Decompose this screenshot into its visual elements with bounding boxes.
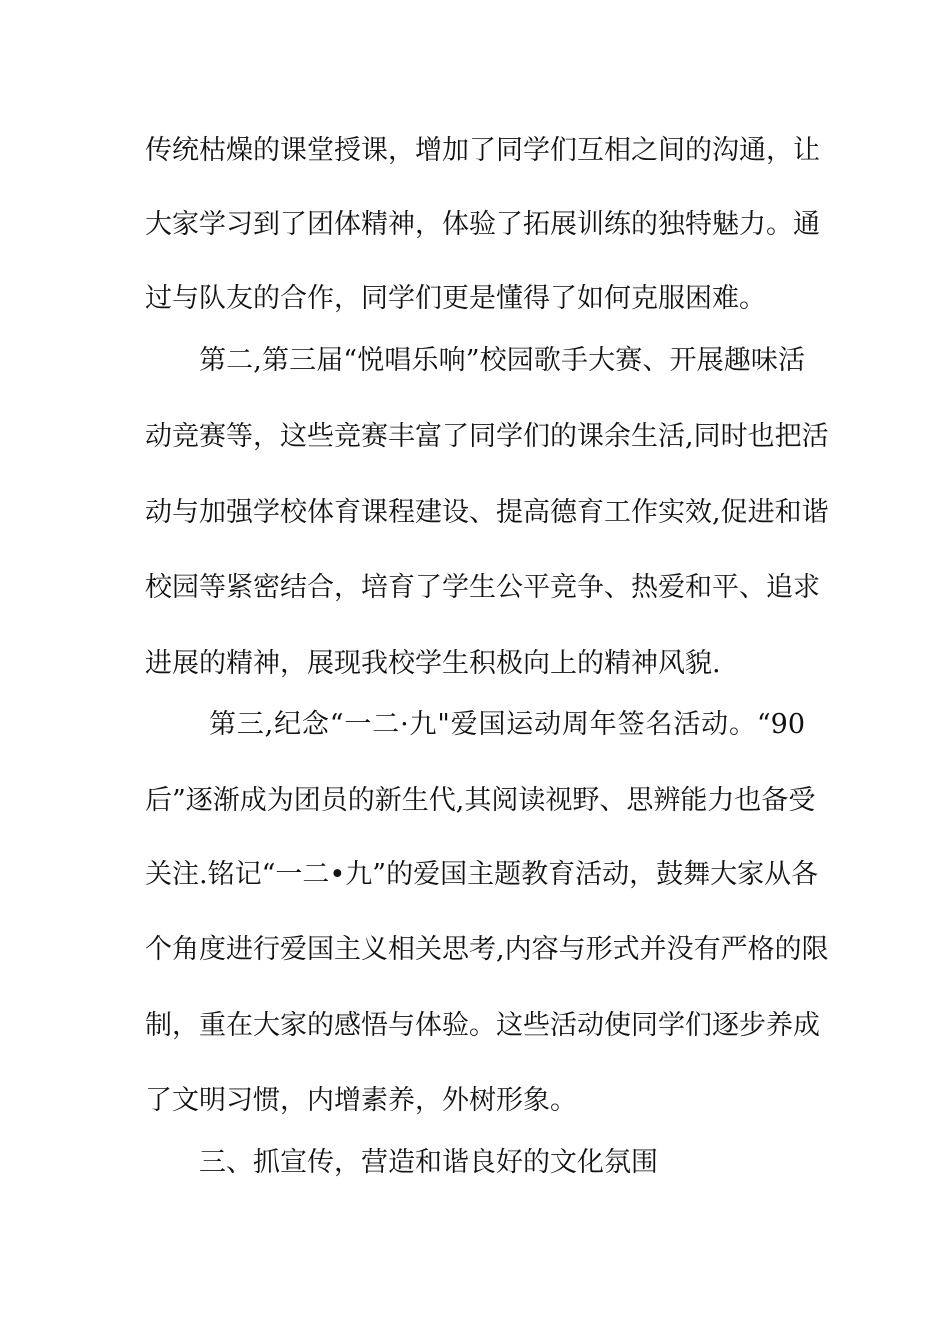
paragraph-line: 个角度进行爱国主义相关思考,内容与形式并没有严格的限 xyxy=(145,934,829,965)
paragraph-line: 大家学习到了团体精神，体验了拓展训练的独特魅力。通 xyxy=(145,209,820,240)
paragraph-line: 进展的精神，展现我校学生积极向上的精神风貌. xyxy=(145,648,721,679)
paragraph-line: 校园等紧密结合，培育了学生公平竞争、热爱和平、追求 xyxy=(145,572,820,603)
paragraph-line: 了文明习惯，内增素养，外树形象。 xyxy=(145,1085,577,1116)
paragraph-line: 传统枯燥的课堂授课，增加了同学们互相之间的沟通，让 xyxy=(145,135,820,166)
paragraph-line: 第三,纪念“一二·九"爱国运动周年签名活动。“90 xyxy=(209,709,805,740)
paragraph-line: 动与加强学校体育课程建设、提高德育工作实效,促进和谐 xyxy=(145,497,829,528)
paragraph-line: 关注.铭记“一二•九”的爱国主题教育活动，鼓舞大家从各 xyxy=(145,859,819,890)
section-heading: 三、抓宣传，营造和谐良好的文化氛围 xyxy=(199,1147,658,1178)
paragraph-line: 后”逐渐成为团员的新生代,其阅读视野、思辨能力也备受 xyxy=(145,785,816,816)
paragraph-line: 过与队友的合作，同学们更是懂得了如何克服困难。 xyxy=(145,283,766,314)
paragraph-line: 动竞赛等，这些竞赛丰富了同学们的课余生活,同时也把活 xyxy=(145,421,829,452)
paragraph-line: 第二,第三届“悦唱乐响”校园歌手大赛、开展趣味活 xyxy=(199,345,805,376)
paragraph-line: 制，重在大家的感悟与体验。这些活动使同学们逐步养成 xyxy=(145,1010,820,1041)
